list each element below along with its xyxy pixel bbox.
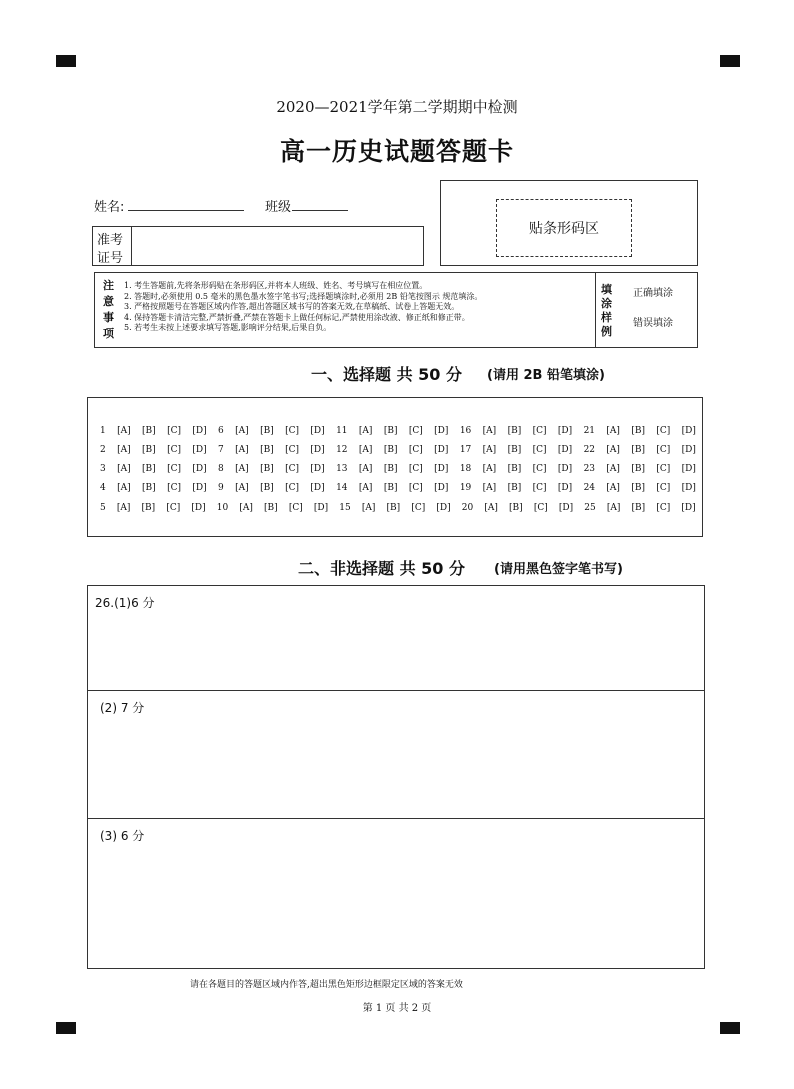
choice-option[interactable]: [B] [260,464,274,474]
choice-option[interactable]: [B] [383,445,398,455]
choice-option[interactable]: [A] [482,426,497,436]
choice-option[interactable]: [B] [383,464,398,474]
multiple-choice-box [87,397,703,537]
choice-option[interactable]: [A] [116,503,131,513]
choice-option[interactable]: [D] [191,503,206,513]
part-2-label: (2) 7 分 [100,701,145,715]
choice-option[interactable]: [C] [656,483,671,493]
page-number: 第 1 页 共 2 页 [362,1003,432,1014]
choice-option[interactable]: [D] [557,483,573,493]
choice-option[interactable]: [B] [507,464,522,474]
choice-option[interactable]: [B] [264,503,278,513]
choice-option[interactable]: [D] [681,503,696,513]
choice-option[interactable]: [D] [192,464,207,474]
question-number: 16 [459,426,472,436]
choice-option[interactable]: [C] [532,483,547,493]
note-item: 2. 答题时,必须使用 0.5 毫米的黑色墨水签字笔书写;选择题填涂时,必须用 2B 铅笔按图示 规范填涂。 [124,291,483,301]
section1-title: 一、选择题 共 50 分 [311,365,462,384]
choice-option[interactable]: [B] [386,503,401,513]
exam-id-field[interactable] [132,227,423,265]
choice-option[interactable]: [C] [408,426,423,436]
choice-option[interactable]: [A] [235,464,249,474]
registration-mark-bottom-right [720,1022,740,1034]
answer-box-part-2[interactable] [88,691,704,819]
choice-option[interactable]: [D] [557,445,573,455]
choice-option[interactable]: [A] [117,445,131,455]
question-number: 9 [218,483,224,493]
question-number: 13 [336,464,348,474]
note-item: 3. 严格按照题号在答题区域内作答,超出答题区域书写的答案无效,在草稿纸、试卷上答题无效。 [124,302,460,311]
question-number: 11 [336,426,348,436]
question-number: 21 [583,426,596,436]
choice-option[interactable]: [D] [557,464,573,474]
choice-option[interactable]: [D] [558,503,574,513]
choice-option[interactable]: [A] [235,483,249,493]
choice-row [88,483,702,493]
notes-side-label [103,278,117,342]
exam-id-label-2: 证号 [97,251,124,266]
choice-option[interactable]: [A] [358,483,373,493]
choice-option[interactable]: [A] [358,464,373,474]
question-number: 22 [583,445,596,455]
fill-sample-char: 例 [601,325,612,338]
choice-option[interactable]: [A] [606,464,620,474]
choice-option[interactable]: [C] [656,503,671,513]
choice-option[interactable]: [B] [631,445,645,455]
choice-option[interactable]: [B] [142,483,156,493]
choice-option[interactable]: [A] [606,503,621,513]
choice-option[interactable]: [C] [288,503,303,513]
question-number: 7 [218,445,224,455]
choice-option[interactable]: [C] [408,464,423,474]
question-number: 2 [100,445,106,455]
choice-option[interactable]: [C] [167,426,181,436]
choice-option[interactable]: [B] [260,483,274,493]
choice-option[interactable]: [B] [383,483,398,493]
choice-row [88,426,702,436]
choice-option[interactable]: [B] [383,426,398,436]
answer-box-part-3[interactable] [88,819,704,968]
choice-option[interactable]: [D] [310,464,325,474]
choice-option[interactable]: [A] [117,464,131,474]
choice-row [88,464,702,474]
choice-option[interactable]: [B] [507,483,522,493]
registration-mark-top-right [720,55,740,67]
choice-option[interactable]: [B] [631,503,646,513]
note-item: 4. 保持答题卡清洁完整,严禁折叠,严禁在答题卡上做任何标记,严禁使用涂改液、修正纸和修正带。 [124,312,470,322]
choice-row [88,503,702,513]
fill-sample-label [601,283,613,339]
question-number: 5 [100,503,106,513]
choice-option[interactable]: [B] [141,503,156,513]
choice-option[interactable]: [D] [192,445,207,455]
choice-option[interactable]: [B] [509,503,523,513]
registration-mark-top-left [56,55,76,67]
choice-row [88,445,702,455]
choice-option[interactable]: [A] [239,503,253,513]
choice-option[interactable]: [D] [436,503,451,513]
class-label: 班级 [265,200,292,215]
section1-hint: (请用 2B 铅笔填涂) [487,368,605,383]
choice-option[interactable]: [B] [507,426,522,436]
question-number: 23 [583,464,596,474]
choice-option[interactable]: [C] [532,445,547,455]
choice-option[interactable]: [D] [434,445,449,455]
question-number: 25 [584,503,596,513]
notes-divider [595,273,596,347]
question-number: 15 [339,503,351,513]
choice-option[interactable]: [D] [434,464,449,474]
question-number: 24 [583,483,596,493]
choice-option[interactable]: [A] [358,445,373,455]
choice-option[interactable]: [B] [260,426,274,436]
choice-option[interactable]: [D] [681,464,696,474]
registration-mark-bottom-left [56,1022,76,1034]
choice-option[interactable]: [C] [167,483,181,493]
choice-option[interactable]: [A] [117,426,131,436]
section2-title: 二、非选择题 共 50 分 [298,559,465,578]
question-number: 10 [216,503,229,513]
question-number: 8 [218,464,224,474]
choice-option[interactable]: [A] [235,445,249,455]
choice-option[interactable]: [A] [484,503,498,513]
choice-option[interactable]: [B] [142,445,156,455]
notes-box [94,272,698,348]
barcode-box [440,180,698,266]
choice-option[interactable]: [C] [167,445,181,455]
choice-option[interactable]: [C] [411,503,426,513]
choice-option[interactable]: [D] [310,483,325,493]
question-number: 3 [100,464,106,474]
class-field[interactable] [292,210,348,211]
question-number: 14 [336,483,348,493]
barcode-area: 贴条形码区 [496,199,632,257]
choice-option[interactable]: [B] [631,464,645,474]
section2-hint: (请用黑色签字笔书写) [494,562,623,577]
exam-id-box [92,226,424,266]
question-number: 20 [461,503,474,513]
choice-option[interactable]: [C] [285,445,300,455]
name-field[interactable] [128,210,244,211]
choice-option[interactable]: [C] [532,464,547,474]
footer-note: 请在各题目的答题区域内作答,超出黑色矩形边框限定区域的答案无效 [190,980,463,990]
notes-side-char: 意 [103,295,114,308]
choice-option[interactable]: [C] [656,445,671,455]
question-number: 19 [459,483,472,493]
question-number: 18 [459,464,472,474]
choice-option[interactable]: [A] [358,426,373,436]
name-label: 姓名: [94,200,125,215]
fill-sample-char: 涂 [601,297,612,310]
notes-side-char: 注 [103,279,114,292]
choice-option[interactable]: [D] [434,426,449,436]
choice-option[interactable]: [D] [681,483,696,493]
part-3-label: (3) 6 分 [100,829,145,843]
fill-sample-char: 样 [601,311,612,324]
question-number: 1 [100,426,106,436]
choice-option[interactable]: [C] [656,426,671,436]
choice-option[interactable]: [B] [142,426,156,436]
choice-option[interactable]: [B] [631,426,645,436]
choice-option[interactable]: [A] [482,445,497,455]
correct-fill-text: 正确填涂 [633,288,673,299]
choice-option[interactable]: [B] [142,464,156,474]
question-number: 12 [336,445,348,455]
page-title: 高一历史试题答题卡 [279,137,514,166]
choice-option[interactable]: [A] [235,426,249,436]
choice-option[interactable]: [A] [606,483,620,493]
choice-option[interactable]: [A] [482,483,497,493]
choice-option[interactable]: [C] [533,503,548,513]
choice-option[interactable]: [D] [681,426,696,436]
question-number: 17 [459,445,472,455]
choice-option[interactable]: [C] [408,483,423,493]
choice-option[interactable]: [A] [606,445,620,455]
exam-term: 2020—2021学年第二学期期中检测 [276,98,518,116]
choice-option[interactable]: [D] [192,426,207,436]
choice-option[interactable]: [A] [606,426,620,436]
question-number: 4 [100,483,106,493]
answer-area [87,585,705,969]
choice-option[interactable]: [D] [192,483,207,493]
fill-sample-char: 填 [601,283,612,296]
choice-option[interactable]: [B] [507,445,522,455]
note-item: 1. 考生答题前,先将条形码贴在条形码区,并将本人班级、姓名、考号填写在相应位置。 [124,281,428,290]
notes-side-char: 项 [103,327,114,340]
choice-option[interactable]: [C] [285,483,300,493]
choice-option[interactable]: [A] [117,483,131,493]
part-1-label: 26.(1)6 分 [95,596,155,610]
notes-list [124,281,594,334]
choice-option[interactable]: [C] [285,464,300,474]
choice-option[interactable]: [C] [166,503,181,513]
choice-option[interactable]: [D] [313,503,329,513]
choice-option[interactable]: [C] [167,464,181,474]
answer-box-part-1[interactable] [88,586,704,691]
choice-option[interactable]: [A] [482,464,497,474]
choice-option[interactable]: [D] [310,445,325,455]
choice-option[interactable]: [D] [557,426,573,436]
wrong-fill-text: 错误填涂 [633,318,673,329]
choice-option[interactable]: [C] [656,464,671,474]
choice-option[interactable]: [C] [532,426,547,436]
choice-option[interactable]: [D] [310,426,325,436]
choice-option[interactable]: [A] [361,503,376,513]
exam-id-label-1: 准考 [97,233,124,248]
note-item: 5. 若考生未按上述要求填写答题,影响评分结果,后果自负。 [124,323,332,332]
choice-option[interactable]: [B] [631,483,645,493]
question-number: 6 [218,426,224,436]
choice-option[interactable]: [D] [681,445,696,455]
choice-option[interactable]: [B] [260,445,274,455]
notes-side-char: 事 [103,311,114,324]
exam-id-label-cell [93,227,132,265]
choice-option[interactable]: [C] [285,426,300,436]
choice-option[interactable]: [C] [408,445,423,455]
choice-option[interactable]: [D] [434,483,449,493]
